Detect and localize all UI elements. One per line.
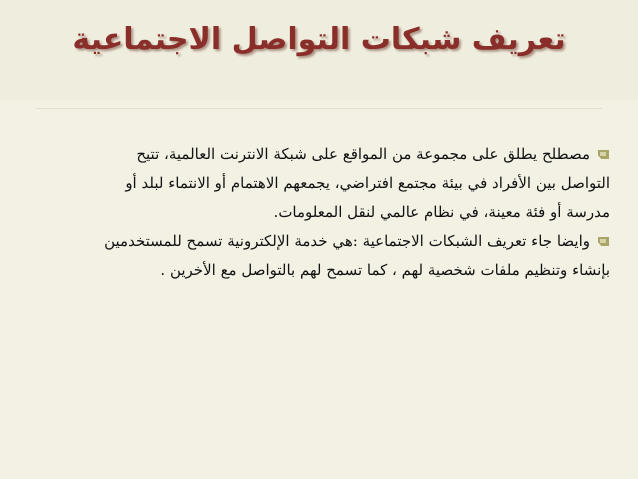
bullet-2-line-1-text: وايضا جاء تعريف الشبكات الاجتماعية :هي خدمة الإلكترونية تسمح للمستخدمين (104, 232, 590, 250)
bullet-1-line-3: مدرسة أو فئة معينة، في نظام عالمي لنقل المعلومات. (273, 203, 610, 221)
title-band (0, 0, 638, 100)
bullet-square-icon (598, 150, 610, 160)
title-divider (36, 108, 602, 109)
bullet-1-line-1 (28, 140, 610, 169)
bullet-2-line-1 (28, 227, 610, 256)
bullet-2-line-2: بإنشاء وتنظيم ملفات شخصية لهم ، كما تسمح لهم بالتواصل مع الأخرين . (160, 261, 610, 279)
bullet-1-line-1-text: مصطلح يطلق على مجموعة من المواقع على شبكة الانترنت العالمية، تتيح (136, 145, 590, 163)
bullet-1-line-2: التواصل بين الأفراد في بيئة مجتمع افتراضي، يجمعهم الاهتمام أو الانتماء لبلد أو (125, 174, 610, 192)
bullet-item-2 (28, 227, 610, 285)
bullet-square-icon (598, 237, 610, 247)
slide-title: تعريف شبكات التواصل الاجتماعية (72, 22, 566, 57)
bullet-item-1 (28, 140, 610, 227)
slide-content (28, 140, 610, 285)
